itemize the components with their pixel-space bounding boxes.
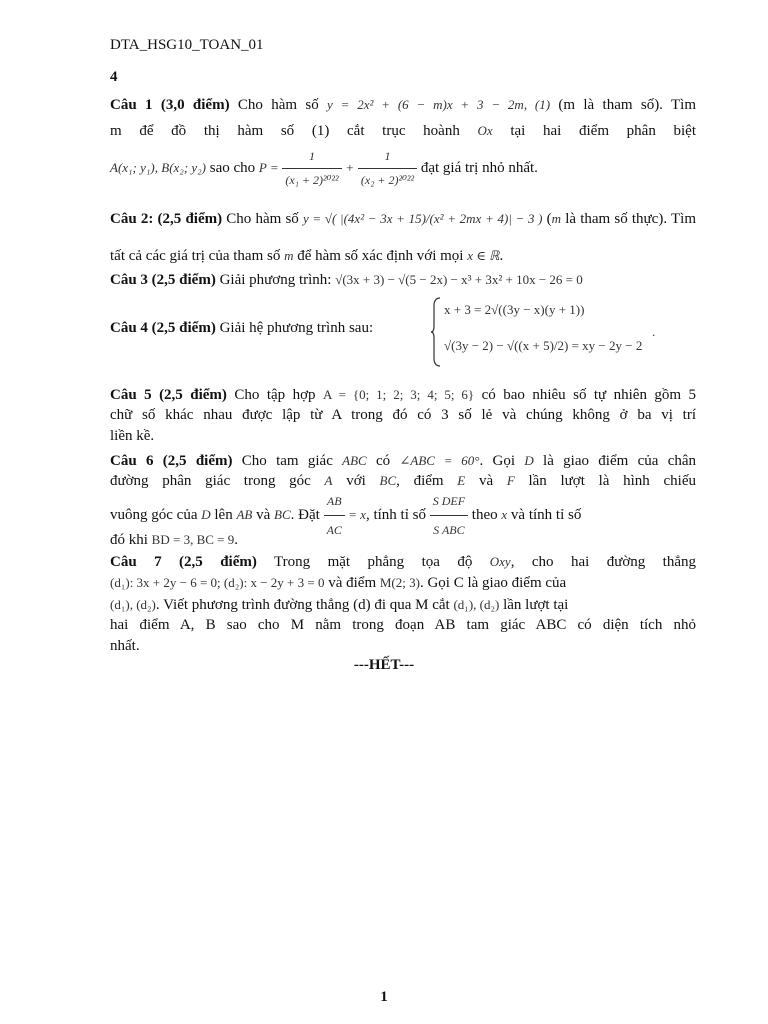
equation-system: x + 3 = 2√((3y − x)(y + 1)) √(3y − 2) − √((x + 5)/2) = xy − 2y − 2 . — [430, 296, 660, 368]
question-7-line-5: nhất. — [110, 638, 140, 654]
question-2-line-1: Câu 2: (2,5 điểm) Cho hàm số y = √( |(4x² − 3x + 15)/(x² + 2mx + 4)| − 3 ) (m là tham số thực). Tìm — [110, 211, 696, 227]
question-5-line-2: chữ số khác nhau được lập từ A trong đó có 3 số lẻ và chúng không ở ba vị trí — [110, 407, 696, 423]
question-3: Câu 3 (2,5 điểm) Giải phương trình: √(3x + 3) − √(5 − 2x) − x³ + 3x² + 10x − 26 = 0 — [110, 272, 583, 288]
question-2-label: Câu 2: (2,5 điểm) — [110, 211, 223, 227]
system-equation-2: √(3y − 2) − √((x + 5)/2) = xy − 2y − 2 — [444, 338, 643, 353]
fraction-1: $\frac{1}{\text{(x₁ + 2)²⁰²²}}$ — [282, 146, 341, 191]
document-number: 4 — [110, 69, 118, 85]
question-5-label: Câu 5 (2,5 điểm) — [110, 387, 227, 403]
question-1-line-3: A(x₁; y₁), B(x₂; y₂) sao cho P = $\frac{1}{\text{(x₁ + 2)²⁰²²}}$ + $\frac{1}{\text{(x₂ + 2)²⁰²²}}$ đạt giá trị nhỏ nhất. — [110, 146, 696, 191]
equation-3: √(3x + 3) − √(5 − 2x) − x³ + 3x² + 10x − 26 = 0 — [335, 272, 583, 287]
question-5-line-3: liền kề. — [110, 428, 155, 444]
question-6-line-1: Câu 6 (2,5 điểm) Cho tam giác ABC có ∠ABC = 60°. Gọi D là giao điểm của chân — [110, 453, 697, 469]
question-5-line-1: Câu 5 (2,5 điểm) Cho tập hợp A = {0; 1; 2; 3; 4; 5; 6} có bao nhiêu số tự nhiên gồm 5 — [110, 387, 697, 403]
question-4-line: Câu 4 (2,5 điểm) Giải hệ phương trình sau: — [110, 320, 374, 336]
system-equation-1: x + 3 = 2√((3y − x)(y + 1)) — [444, 302, 585, 317]
document-code: DTA_HSG10_TOAN_01 — [110, 37, 264, 53]
lines-d1-d2: (d₁): 3x + 2y − 6 = 0; (d₂): x − 2y + 3 = 0 — [110, 575, 325, 590]
end-marker: ---HẾT--- — [353, 657, 415, 673]
question-1-label: Câu 1 (3,0 điểm) — [110, 97, 230, 113]
function-formula: y = 2x² + (6 − m)x + 3 − 2m, (1) — [327, 97, 551, 112]
question-6-label: Câu 6 (2,5 điểm) — [110, 453, 233, 469]
system-brace-icon — [430, 296, 442, 368]
function-formula-2: y = √( |(4x² − 3x + 15)/(x² + 2mx + 4)| − 3 ) — [302, 211, 543, 226]
question-6-line-4: đó khi BD = 3, BC = 9. — [110, 532, 238, 548]
question-6-line-3: vuông góc của D lên AB và BC. Đặt $\frac{AB}{AC}$ = x, tính tỉ số $\frac{\text{S DEF}}{\text{S ABC}}$ theo x và tính tỉ số — [110, 488, 696, 543]
fraction-2: $\frac{1}{\text{(x₂ + 2)²⁰²²}}$ — [358, 146, 417, 191]
ratio-area: $\frac{\text{S DEF}}{\text{S ABC}}$ — [430, 488, 468, 543]
ratio-ab-ac: $\frac{AB}{AC}$ — [324, 488, 345, 543]
question-6-line-2: đường phân giác trong góc A với BC, điểm E và F lần lượt là hình chiếu — [110, 473, 696, 489]
question-4-label: Câu 4 (2,5 điểm) — [110, 320, 216, 336]
points-formula: A(x₁; y₁), B(x₂; y₂) — [110, 159, 207, 175]
question-3-label: Câu 3 (2,5 điểm) — [110, 272, 216, 288]
question-7-line-3: (d₁), (d₂). Viết phương trình đường thẳng (d) đi qua M cắt (d₁), (d₂) lần lượt tại — [110, 597, 569, 613]
set-a: A = {0; 1; 2; 3; 4; 5; 6} — [322, 387, 475, 402]
question-7-line-4: hai điểm A, B sao cho M nằm trong đoạn AB tam giác ABC có diện tích nhỏ — [110, 617, 696, 633]
question-7-line-1: Câu 7 (2,5 điểm) Trong mặt phẳng tọa độ Oxy, cho hai đường thẳng — [110, 554, 697, 570]
question-7-line-2: (d₁): 3x + 2y − 6 = 0; (d₂): x − 2y + 3 = 0 và điểm M(2; 3). Gọi C là giao điểm của — [110, 575, 567, 591]
question-2-line-2: tất cả các giá trị của tham số m để hàm số xác định với mọi x ∈ ℝ. — [110, 248, 504, 264]
page-number: 1 — [380, 989, 388, 1005]
question-1-line-2: m để đồ thị hàm số (1) cắt trục hoành Ox tại hai điểm phân biệt — [110, 123, 696, 139]
question-1-line-1: Câu 1 (3,0 điểm) Cho hàm số y = 2x² + (6 − m)x + 3 − 2m, (1) (m là tham số). Tìm — [110, 97, 696, 113]
question-7-label: Câu 7 (2,5 điểm) — [110, 554, 257, 570]
